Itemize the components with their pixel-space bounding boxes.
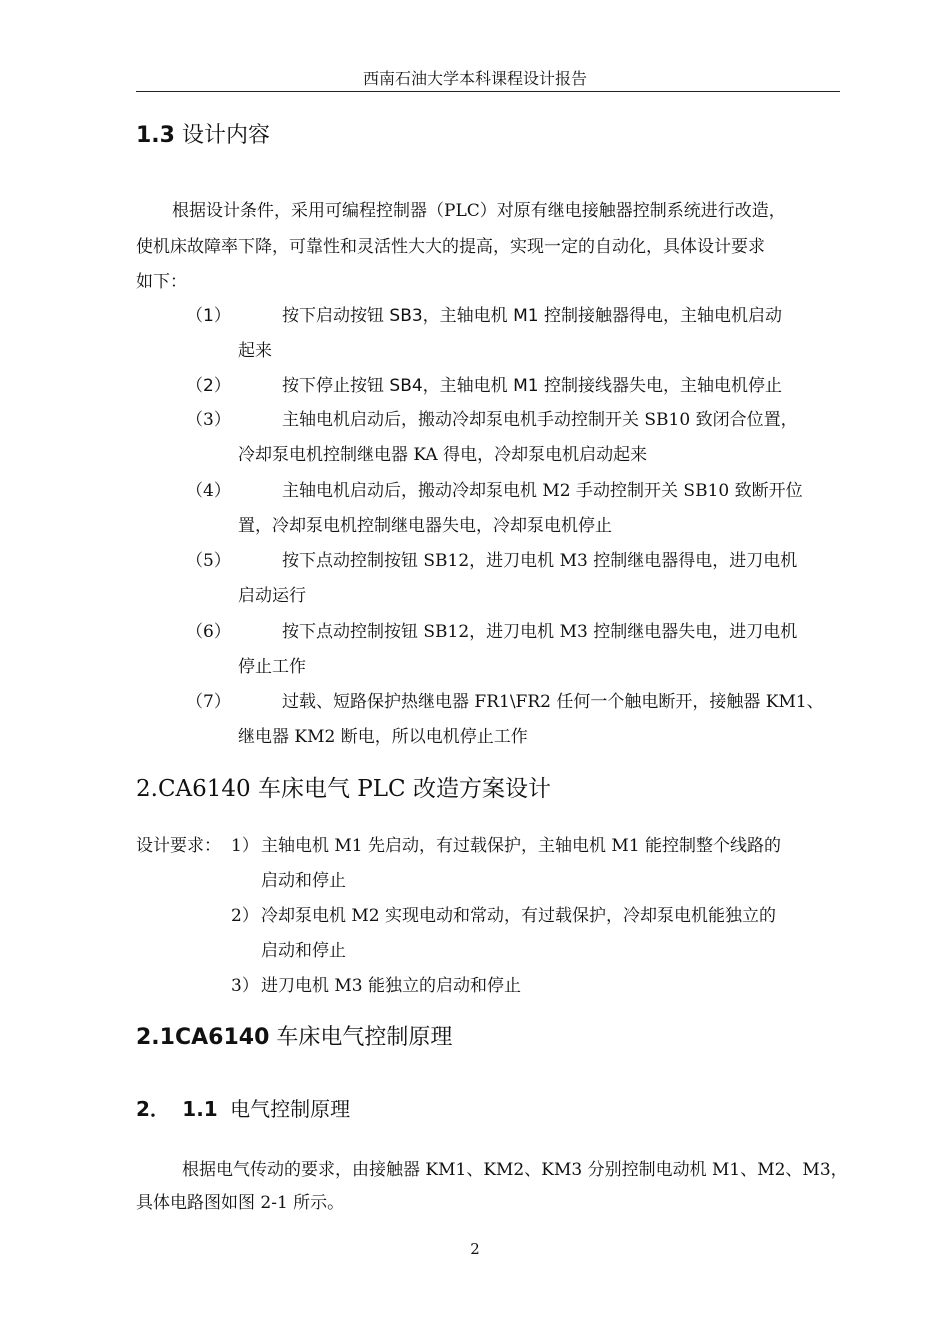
section-number-part: 2． (136, 1097, 170, 1121)
section-number-part: 1.1 (182, 1097, 218, 1121)
section-title: 电气控制原理 (230, 1097, 351, 1121)
item-number: （5） (186, 551, 231, 571)
item-line: 过载、短路保护热继电器 FR1\FR2 任何一个触电断开，接触器 KM1、 (282, 692, 824, 712)
item-line: 主轴电机启动后，搬动冷却泵电机手动控制开关 SB10 致闭合位置， (282, 410, 798, 430)
item-line: 继电器 KM2 断电，所以电机停止工作 (238, 727, 528, 747)
item-number: （6） (186, 622, 231, 642)
page-number: 2 (470, 1240, 480, 1258)
item-line: 启动运行 (238, 586, 306, 606)
section-heading-1-3 (136, 118, 270, 149)
item-number: （1） (186, 306, 231, 326)
section-number: 1.3 (136, 123, 175, 148)
intro-line-1: 根据设计条件，采用可编程控制器（PLC）对原有继电接触器控制系统进行改造， (172, 201, 786, 221)
item-line: 冷却泵电机控制继电器 KA 得电，冷却泵电机启动起来 (238, 445, 648, 465)
paragraph-line: 根据电气传动的要求，由接触器 KM1、KM2、KM3 分别控制电动机 M1、M2、M3， (182, 1160, 848, 1180)
requirement-line: 进刀电机 M3 能独立的启动和停止 (261, 976, 522, 996)
requirement-number: 1） (231, 836, 259, 856)
requirement-line: 启动和停止 (261, 941, 346, 961)
item-number: （3） (186, 410, 231, 430)
requirement-line: 启动和停止 (261, 871, 346, 891)
header-rule (136, 91, 840, 92)
item-line: 按下停止按钮 SB4，主轴电机 M1 控制接线器失电，主轴电机停止 (282, 376, 782, 396)
requirement-number: 3） (231, 976, 259, 996)
paragraph-line: 具体电路图如图 2-1 所示。 (136, 1193, 345, 1213)
item-line: 起来 (238, 341, 272, 361)
item-number: （4） (186, 481, 231, 501)
item-line: 按下启动按钮 SB3，主轴电机 M1 控制接触器得电，主轴电机启动 (282, 306, 782, 326)
requirements-label: 设计要求： (136, 836, 221, 856)
requirement-line: 主轴电机 M1 先启动，有过载保护，主轴电机 M1 能控制整个线路的 (261, 836, 782, 856)
item-number: （7） (186, 692, 231, 712)
item-number: （2） (186, 376, 231, 396)
requirement-line: 冷却泵电机 M2 实现电动和常动，有过载保护，冷却泵电机能独立的 (261, 906, 777, 926)
item-line: 停止工作 (238, 657, 306, 677)
section-heading-2-1-1 (136, 1093, 350, 1122)
section-number: 2.1CA6140 (136, 1025, 270, 1050)
intro-line-2: 使机床故障率下降，可靠性和灵活性大大的提高，实现一定的自动化，具体设计要求 (136, 237, 765, 257)
requirement-number: 2） (231, 906, 259, 926)
section-heading-2: 2.CA6140 车床电气 PLC 改造方案设计 (136, 776, 551, 802)
page-header: 西南石油大学本科课程设计报告 (362, 69, 587, 88)
section-heading-2-1 (136, 1020, 452, 1051)
intro-line-3: 如下： (136, 272, 187, 292)
item-line: 按下点动控制按钮 SB12，进刀电机 M3 控制继电器失电，进刀电机 (282, 622, 798, 642)
item-line: 按下点动控制按钮 SB12，进刀电机 M3 控制继电器得电，进刀电机 (282, 551, 798, 571)
item-line: 置，冷却泵电机控制继电器失电，冷却泵电机停止 (238, 516, 612, 536)
item-line: 主轴电机启动后，搬动冷却泵电机 M2 手动控制开关 SB10 致断开位 (282, 481, 803, 501)
section-title: 设计内容 (181, 123, 270, 148)
section-title: 车床电气控制原理 (276, 1025, 453, 1050)
